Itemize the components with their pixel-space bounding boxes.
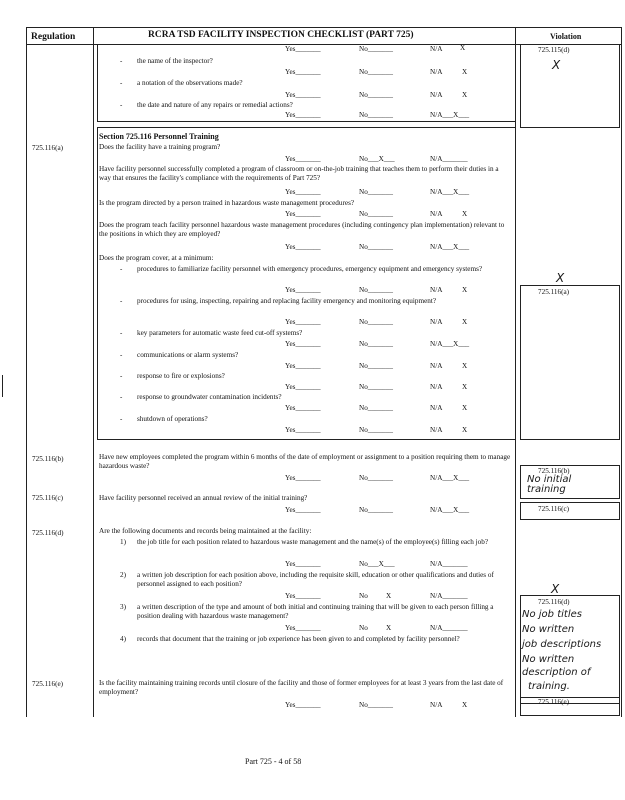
answer-yes: Yes_______ — [285, 404, 321, 412]
answer-mark: X — [386, 592, 392, 600]
violation-handwritten-note: No job titles — [522, 609, 582, 620]
answer-no: No_______ — [359, 404, 393, 412]
item-number: 4) — [120, 635, 126, 643]
answer-yes: Yes_______ — [285, 318, 321, 326]
answer-na: N/A — [430, 318, 443, 326]
question-text: Is the facility maintaining training records until closure of the facility and those of former employees for at least 3 years from the last date of employment? — [99, 679, 504, 696]
answer-na: N/A_______ — [430, 560, 468, 568]
violation-handwritten-note: job descriptions — [522, 639, 602, 650]
question-text: the date and nature of any repairs or remedial actions? — [137, 101, 293, 109]
answer-na: N/A — [430, 210, 443, 218]
checklist-title: RCRA TSD FACILITY INSPECTION CHECKLIST (PART 725) — [148, 30, 414, 40]
sub-question: shutdown of operations? — [137, 415, 208, 423]
answer-yes: Yes_______ — [285, 506, 321, 514]
answer-mark: X — [462, 404, 468, 412]
answer-na: N/A — [430, 701, 443, 709]
sub-question: procedures for using, inspecting, repairing and replacing facility emergency and monitoring equipment? — [137, 297, 437, 305]
sub-question: communications or alarm systems? — [137, 351, 239, 359]
answer-na: N/A___X___ — [430, 111, 470, 119]
answer-no: No_______ — [359, 506, 393, 514]
answer-no: No_______ — [359, 383, 393, 391]
answer-na: N/A_______ — [430, 624, 468, 632]
answer-mark: X — [462, 210, 468, 218]
answer-no: No_______ — [359, 362, 393, 370]
violation-ref: 725.116(d) — [538, 598, 570, 606]
answer-yes: Yes_______ — [285, 624, 321, 632]
question-text: Are the following documents and records being maintained at the facility: — [99, 527, 312, 535]
answer-no: No_______ — [359, 286, 393, 294]
violation-ref: 725.116(e) — [538, 698, 570, 706]
question-text: Does the program teach facility personnel hazardous waste management procedures (including contingency plan implementation) relevant to the positions in which they are employed? — [99, 221, 505, 238]
answer-yes: Yes_______ — [285, 426, 321, 434]
violation-ref: 725.116(a) — [538, 288, 570, 296]
question-text: Have facility personnel received an annual review of the initial training? — [99, 494, 308, 502]
answer-yes: Yes_______ — [285, 286, 321, 294]
answer-na: N/A — [430, 426, 443, 434]
violation-handwritten-note: No initial training — [527, 474, 572, 495]
answer-na: N/A — [430, 286, 443, 294]
answer-no: No___X___ — [359, 560, 395, 568]
item-number: 2) — [120, 571, 126, 579]
violation-header: Violation — [550, 32, 582, 41]
regulation-ref: 725.116(a) — [32, 144, 64, 152]
question-text: a notation of the observations made? — [137, 79, 243, 87]
answer-na: N/A — [430, 383, 443, 391]
answer-na: N/A — [430, 362, 443, 370]
answer-na: N/A___X___ — [430, 506, 470, 514]
answer-no: No_______ — [359, 243, 393, 251]
item-question: a written description of the type and amount of both initial and continuing training that will be given to each person filling a position dealing with hazardous waste management? — [137, 603, 494, 620]
answer-no: No_______ — [359, 68, 393, 76]
answer-yes: Yes_______ — [285, 560, 321, 568]
sub-question: response to groundwater contamination incidents? — [137, 393, 282, 401]
violation-ref: 725.115(d) — [538, 46, 570, 54]
item-question: records that document that the training or job experience has been given to and completed by facility personnel? — [137, 635, 460, 643]
violation-handwritten-note: description of — [522, 667, 591, 678]
answer-na: N/A — [430, 68, 443, 76]
answer-yes: Yes_______ — [285, 210, 321, 218]
answer-mark: X — [462, 383, 468, 391]
answer-no: No_______ — [359, 91, 393, 99]
answer-mark: X — [462, 701, 468, 709]
answer-no: No_______ — [359, 318, 393, 326]
answer-no: No — [359, 592, 368, 600]
answer-mark: X — [462, 91, 468, 99]
answer-yes: Yes_______ — [285, 188, 321, 196]
answer-yes: Yes_______ — [285, 340, 321, 348]
answer-no: No — [359, 624, 368, 632]
answer-no: No_______ — [359, 340, 393, 348]
regulation-header: Regulation — [31, 32, 76, 42]
item-number: 1) — [120, 538, 126, 546]
answer-na: N/A_______ — [430, 592, 468, 600]
answer-na: N/A — [430, 404, 443, 412]
regulation-ref: 725.116(d) — [32, 529, 64, 537]
answer-no: No_______ — [359, 426, 393, 434]
question-text: Does the program cover, at a minimum: — [99, 254, 214, 262]
answer-yes: Yes_______ — [285, 111, 321, 119]
answer-no: No_______ — [359, 210, 393, 218]
answer-mark: X — [462, 68, 468, 76]
answer-na: N/A___X___ — [430, 188, 470, 196]
item-number: 3) — [120, 603, 126, 611]
answer-mark: X — [462, 286, 468, 294]
answer-no: No_______ — [359, 701, 393, 709]
answer-yes: Yes_______ — [285, 701, 321, 709]
answer-no: No_______ — [359, 111, 393, 119]
violation-ref: 725.116(b) — [538, 467, 570, 475]
answer-yes: Yes_______ — [285, 383, 321, 391]
violation-handwritten-note: No written — [522, 624, 575, 635]
question-text: Does the facility have a training program? — [99, 143, 221, 151]
violation-box-116a — [520, 285, 620, 440]
section-title: Section 725.116 Personnel Training — [99, 132, 219, 141]
answer-na: N/A — [430, 91, 443, 99]
item-question: the job title for each position related to hazardous waste management and the name(s) of the employee(s) filling each job? — [137, 538, 489, 546]
answer-mark: X — [460, 44, 466, 52]
answer-yes: Yes_______ — [285, 362, 321, 370]
answer-no: No_______ — [359, 188, 393, 196]
regulation-ref: 725.116(b) — [32, 455, 64, 463]
sub-question: procedures to familiarize facility personnel with emergency procedures, emergency equipment and emergency systems? — [137, 265, 483, 273]
regulation-ref: 725.116(c) — [32, 494, 64, 502]
answer-mark: X — [462, 318, 468, 326]
question-text: Is the program directed by a person trained in hazardous waste management procedures? — [99, 199, 355, 207]
answer-yes: Yes_______ — [285, 45, 321, 53]
violation-handwritten-note: No written — [522, 654, 575, 665]
answer-no: No_______ — [359, 474, 393, 482]
question-text: Have new employees completed the program within 6 months of the date of employment or assignment to a position requiring them to manage hazardous waste? — [99, 453, 511, 470]
violation-handwritten-mark: X — [551, 582, 560, 596]
sub-question: response to fire or explosions? — [137, 372, 225, 380]
regulation-ref: 725.116(e) — [32, 680, 64, 688]
answer-na: N/A___X___ — [430, 243, 470, 251]
violation-handwritten-note: training. — [528, 681, 570, 692]
answer-na: N/A___X___ — [430, 340, 470, 348]
item-question: a written job description for each position above, including the requisite skill, education or other qualifications and duties of personnel assigned to each position? — [137, 571, 494, 588]
violation-box-115d — [520, 44, 620, 128]
answer-yes: Yes_______ — [285, 91, 321, 99]
violation-box-116e — [520, 697, 620, 716]
answer-yes: Yes_______ — [285, 68, 321, 76]
answer-na: N/A_______ — [430, 155, 468, 163]
answer-yes: Yes_______ — [285, 243, 321, 251]
answer-mark: X — [462, 362, 468, 370]
violation-box-116c — [520, 502, 620, 520]
answer-yes: Yes_______ — [285, 592, 321, 600]
answer-na: N/A — [430, 45, 443, 53]
answer-na: N/A___X___ — [430, 474, 470, 482]
answer-yes: Yes_______ — [285, 474, 321, 482]
answer-no: No_______ — [359, 45, 393, 53]
answer-yes: Yes_______ — [285, 155, 321, 163]
violation-handwritten-mark: X — [552, 58, 561, 72]
sub-question: key parameters for automatic waste feed cut-off systems? — [137, 329, 303, 337]
violation-ref: 725.116(c) — [538, 505, 570, 513]
answer-no: No___X___ — [359, 155, 395, 163]
answer-mark: X — [462, 426, 468, 434]
answer-mark: X — [386, 624, 392, 632]
page-footer: Part 725 - 4 of 58 — [245, 757, 302, 766]
question-text: the name of the inspector? — [137, 57, 213, 65]
question-text: Have facility personnel successfully completed a program of classroom or on-the-job training that teaches them to perform their duties in a way that ensures the facility's compliance with the requirements of Part 725? — [99, 165, 499, 182]
violation-handwritten-mark: X — [556, 271, 565, 285]
